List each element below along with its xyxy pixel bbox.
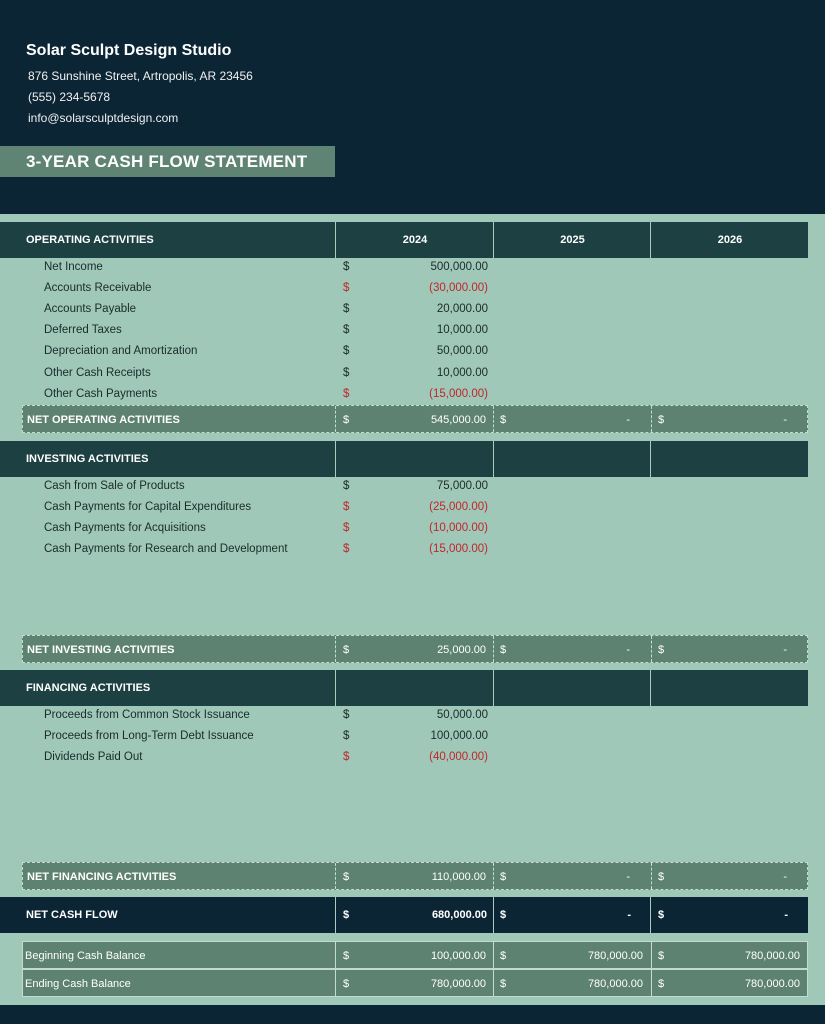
net-investing-label: NET INVESTING ACTIVITIES (27, 644, 175, 656)
line-item-row (0, 748, 808, 769)
line-item-2024-value: (15,000.00) (429, 387, 488, 400)
currency-symbol: $ (343, 303, 350, 316)
financing-header-label: FINANCING ACTIVITIES (26, 682, 151, 694)
net-cash-flow-2026: - (784, 909, 788, 921)
investing-header-label: INVESTING ACTIVITIES (26, 453, 149, 465)
line-item-row (0, 706, 808, 727)
company-name: Solar Sculpt Design Studio (26, 42, 232, 59)
operating-header (0, 222, 808, 258)
line-item-2024-value: 500,000.00 (430, 261, 488, 273)
currency-symbol: $ (343, 366, 350, 379)
line-item-name: Proceeds from Common Stock Issuance (44, 709, 250, 721)
line-item-2024-value: (15,000.00) (429, 543, 488, 556)
ending-balance-2025: 780,000.00 (587, 978, 643, 990)
beginning-balance-2025: 780,000.00 (587, 950, 643, 962)
line-item-2024-value: (25,000.00) (429, 501, 488, 514)
line-item-name: Cash Payments for Research and Development (44, 543, 288, 556)
net-operating-label: NET OPERATING ACTIVITIES (27, 414, 180, 426)
investing-header (0, 441, 808, 477)
line-item-2024-value: (30,000.00) (429, 282, 488, 295)
net-financing-2026: - (783, 871, 787, 883)
net-investing-2024: 25,000.00 (437, 644, 486, 656)
line-item-row (0, 727, 808, 748)
net-operating-2024: 545,000.00 (430, 414, 486, 426)
line-item-row (0, 540, 808, 561)
year-col-2024: 2024 (335, 222, 493, 258)
line-item-row (0, 364, 808, 385)
line-item-2024-value: (10,000.00) (429, 522, 488, 535)
line-item-2024-value: 10,000.00 (436, 366, 488, 379)
net-operating-row: NET OPERATING ACTIVITIES $ 545,000.00 $ - $ - (22, 405, 808, 433)
currency-symbol: $ (343, 730, 350, 743)
line-item-row (0, 258, 808, 279)
line-item-name: Cash Payments for Capital Expenditures (44, 501, 252, 514)
line-item-2024-value: 10,000.00 (436, 324, 488, 337)
line-item-row (0, 279, 808, 300)
line-item-name: Proceeds from Long-Term Debt Issuance (44, 730, 254, 743)
document-header (0, 0, 825, 214)
currency-symbol: $ (343, 709, 350, 721)
line-item-name: Deferred Taxes (44, 324, 122, 337)
company-email: info@solarsculptdesign.com (28, 111, 179, 125)
ending-balance-row: Ending Cash Balance $ 780,000.00 $ 780,000.00 $ 780,000.00 (22, 969, 808, 997)
line-item-row (0, 498, 808, 519)
line-item-2024-value: 100,000.00 (430, 730, 488, 743)
currency-symbol: $ (343, 501, 350, 514)
net-cash-flow-2024: 680,000.00 (431, 909, 487, 921)
line-item-row (0, 321, 808, 342)
line-item-row (0, 477, 808, 498)
ending-balance-2024: 780,000.00 (430, 978, 486, 990)
net-financing-label: NET FINANCING ACTIVITIES (27, 871, 177, 883)
currency-symbol: $ (343, 324, 350, 337)
net-investing-row: NET INVESTING ACTIVITIES $ 25,000.00 $ - $ - (22, 635, 808, 663)
ending-balance-label: Ending Cash Balance (25, 978, 131, 990)
line-item-name: Cash from Sale of Products (44, 480, 185, 492)
line-item-name: Cash Payments for Acquisitions (44, 522, 206, 535)
line-item-2024-value: 20,000.00 (436, 303, 488, 316)
currency-symbol: $ (343, 261, 350, 273)
line-item-name: Dividends Paid Out (44, 751, 143, 764)
currency-symbol: $ (343, 751, 350, 764)
line-item-row (0, 300, 808, 321)
company-address: 876 Sunshine Street, Artropolis, AR 23456 (28, 69, 253, 83)
line-item-name: Depreciation and Amortization (44, 345, 198, 358)
net-investing-2025: - (626, 644, 630, 656)
line-item-name: Net Income (44, 261, 103, 273)
beginning-balance-label: Beginning Cash Balance (25, 950, 146, 962)
line-item-2024-value: 75,000.00 (436, 480, 488, 492)
net-investing-2026: - (783, 644, 787, 656)
line-item-name: Other Cash Payments (44, 387, 158, 400)
currency-symbol: $ (343, 480, 350, 492)
line-item-row (0, 519, 808, 540)
beginning-balance-2024: 100,000.00 (430, 950, 486, 962)
currency-symbol: $ (343, 282, 350, 295)
year-col-2026: 2026 (650, 222, 808, 258)
net-financing-2025: - (626, 871, 630, 883)
line-item-2024-value: 50,000.00 (436, 709, 488, 721)
line-item-2024-value: 50,000.00 (436, 345, 488, 358)
line-item-row (0, 385, 808, 406)
net-operating-2026: - (783, 414, 787, 426)
net-operating-2025: - (626, 414, 630, 426)
net-cash-flow-row: NET CASH FLOW $ 680,000.00 $ - $ - (0, 897, 808, 933)
net-financing-row: NET FINANCING ACTIVITIES $ 110,000.00 $ - $ - (22, 862, 808, 890)
currency-symbol: $ (343, 522, 350, 535)
financing-header (0, 670, 808, 706)
net-cash-flow-2025: - (627, 909, 631, 921)
line-item-name: Other Cash Receipts (44, 366, 151, 379)
currency-symbol: $ (343, 345, 350, 358)
net-cash-flow-label: NET CASH FLOW (26, 909, 118, 921)
currency-symbol: $ (343, 387, 350, 400)
year-col-2025: 2025 (493, 222, 650, 258)
line-item-name: Accounts Payable (44, 303, 137, 316)
currency-symbol: $ (343, 543, 350, 556)
operating-header-label: OPERATING ACTIVITIES (26, 234, 154, 246)
line-item-name: Accounts Receivable (44, 282, 152, 295)
company-phone: (555) 234-5678 (28, 90, 111, 104)
beginning-balance-row: Beginning Cash Balance $ 100,000.00 $ 780,000.00 $ 780,000.00 (22, 941, 808, 969)
ending-balance-2026: 780,000.00 (744, 978, 800, 990)
title-bar (0, 146, 335, 177)
page-footer (0, 1005, 825, 1024)
page-title: 3-YEAR CASH FLOW STATEMENT (26, 152, 308, 171)
net-financing-2024: 110,000.00 (431, 871, 486, 883)
line-item-2024-value: (40,000.00) (429, 751, 488, 764)
beginning-balance-2026: 780,000.00 (744, 950, 800, 962)
line-item-row (0, 342, 808, 363)
